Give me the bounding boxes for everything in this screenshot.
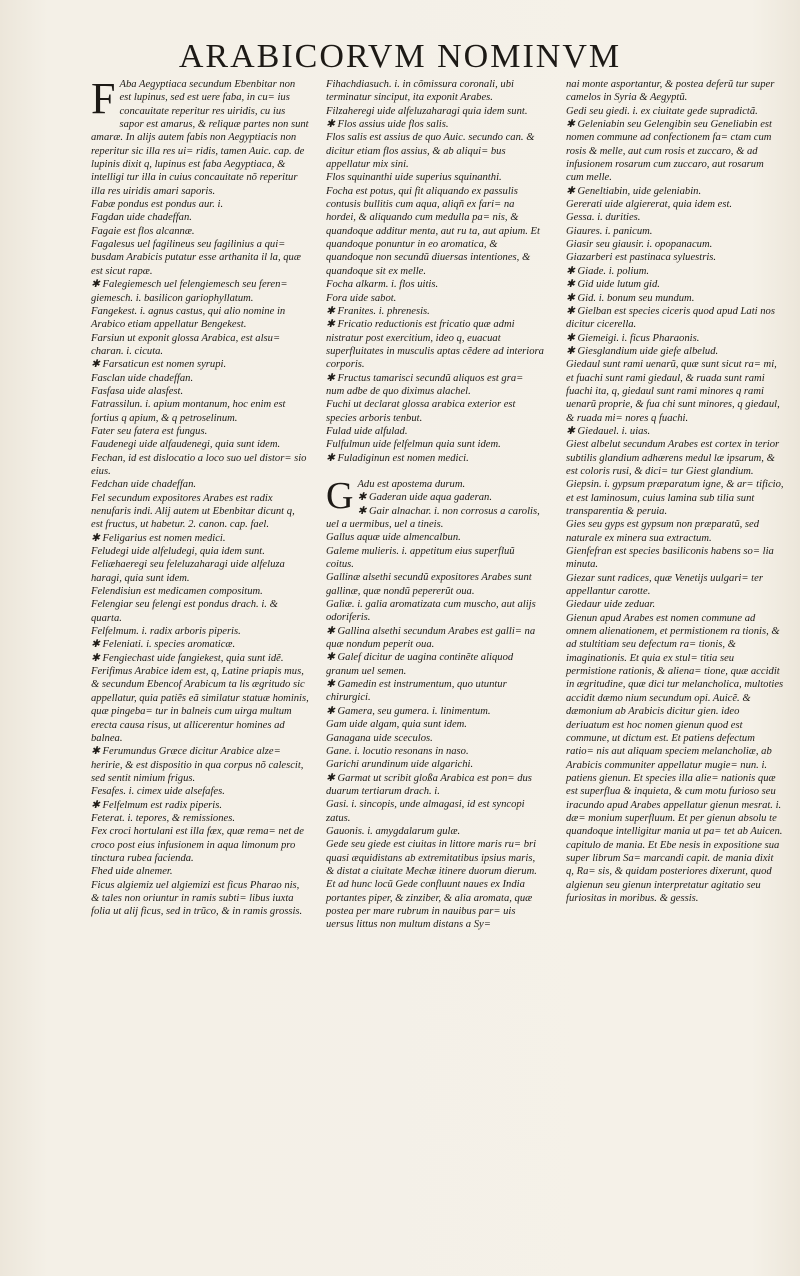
dictionary-entry: Fulad uide alfulad. [326, 425, 408, 437]
dictionary-entry: ✱ Gid. i. bonum seu mundum. [566, 292, 695, 304]
drop-cap-g: G [326, 474, 354, 517]
dictionary-entry: ✱ Gid uide lutum gid. [566, 279, 660, 291]
dictionary-entry: Adu est apostema durum. [357, 478, 466, 490]
dictionary-entry: Galiæ. i. galia aromatizata cum muscho, aut alijs odoriferis. [326, 599, 536, 624]
dictionary-entry: Fabæ pondus est pondus aur. i. [91, 199, 224, 211]
column-2-bottom-entries [326, 474, 544, 932]
dictionary-entry: Fasclan uide chadeffan. [91, 372, 194, 384]
dictionary-entry: Farsiun ut exponit glossa Arabica, est alsu= charan. i. cicuta. [91, 332, 281, 357]
column-2 [326, 78, 544, 932]
dictionary-entry: Giazarberi est pastinaca syluestris. [566, 252, 717, 264]
dictionary-entry: ✱ Gallina alsethi secundum Arabes est galli= na quæ nondum peperit oua. [326, 625, 536, 651]
dictionary-entry: Fatrassilun. i. apium montanum, hoc enim est fortius q apium, & q petroselinum. [91, 399, 286, 424]
dictionary-entry: Flos salis est assius de quo Auic. secundo can. & dicitur etiam flos assius, & ab aliqui= bus appellatur mix sini. [326, 132, 535, 171]
dictionary-entry: Feterat. i. tepores, & remissiones. [91, 812, 235, 824]
dictionary-entry: ✱ Feligarius est nomen medici. [91, 532, 226, 544]
dictionary-entry: Ganagana uide sceculos. [326, 732, 433, 744]
dictionary-entry: Gererati uide algiererat, quia idem est. [566, 199, 733, 211]
dictionary-entry: ✱ Giemeigi. i. ficus Pharaonis. [566, 332, 700, 344]
dictionary-entry: ✱ Flos assius uide flos salis. [326, 119, 449, 131]
dictionary-entry: Ficus algiemiz uel algiemizi est ficus Pharao nis, & tales non oriuntur in ramis subti= libus iuxta folia ut alij ficus, sed in trũco, & in ramis grossis. [91, 879, 303, 918]
dictionary-entry: ✱ Fengiechast uide fangiekest, quia sunt idẽ. [91, 652, 284, 664]
dictionary-entry: Fuchi ut declarat glossa arabica exterior est species arboris tenbut. [326, 399, 516, 424]
column-3 [566, 78, 784, 905]
dictionary-entry: Focha est potus, qui fit aliquando ex passulis contusis bullitis cum aqua, aliqñ ex fari= na hordei, & aliquando cum medulla pa= nis, & quandoque additur menta, aut ru ta, aut apium. Et quandoque ponuntur in eo aromatica, & quandoque non secundũ diuersas intentiones, & quandoque sit ex melle. [326, 185, 540, 277]
dictionary-entry: Ferifimus Arabice idem est, q, Latine priapis mus, & secundum Ebencof Arabicum ta lis ægritudo sic appellatur, quia patiẽs eã similatur statuæ hominis, quæ pingeba= tur in balneis cum uirga multum erecta causa risus, ut allicerentur homines ad balnea. [91, 666, 309, 744]
dictionary-entry: Gede seu giede est ciuitas in littore maris ru= bri quasi æquidistans ab extremitatibus ipsius maris, & distat a ciuitate Mechæ itinere duorum dierum. Et ad hunc locũ Gede confluunt naues ex India portantes piper, & zinziber, & alia aromata, quæ postea per mare rubrum in nauibus par= uis uersus littus non multum distans a Sy= [326, 839, 537, 931]
dictionary-entry: Gasi. i. sincopis, unde almagasi, id est syncopi zatus. [326, 799, 525, 824]
dictionary-entry: ✱ Gamera, seu gumera. i. linimentum. [326, 705, 491, 717]
dictionary-entry: ✱ Gamedin est instrumentum, quo utuntur chirurgici. [326, 679, 507, 704]
dictionary-entry: ✱ Falegiemesch uel felengiemesch seu feren= giemesch. i. basilicon gariophyllatum. [91, 279, 288, 304]
dictionary-entry: ✱ Farsaticun est nomen syrupi. [91, 359, 227, 371]
dictionary-entry: Fedchan uide chadeffan. [91, 479, 197, 491]
dictionary-entry: Flos squinanthi uide superius squinanthi. [326, 172, 502, 184]
dictionary-entry: Gauonis. i. amygdalarum gulæ. [326, 825, 461, 837]
dictionary-entry: nai monte asportantur, & postea deferũ tur super camelos in Syria & Aegyptũ. [566, 79, 775, 104]
drop-cap-f: F [91, 74, 116, 123]
dictionary-entry: ✱ Geleniabin seu Gelengibin seu Geneliabin est nomen commune ad confectionem fa= ctam cum rosis & melle, aut cum rosis et zuccaro, & ad infusionem rosarum cum zuccaro, aut rosarum cum melle. [566, 119, 772, 184]
dictionary-entry: Gies seu gyps est gypsum non præparatũ, sed naturale ex minera sua extractum. [566, 519, 760, 544]
dictionary-entry: ✱ Giade. i. polium. [566, 265, 650, 277]
dictionary-entry: Gedi seu giedi. i. ex ciuitate gede supradictã. [566, 105, 758, 117]
dictionary-entry: Fagdan uide chadeffan. [91, 212, 192, 224]
running-header: ARABICORVM NOMINVM [178, 38, 622, 75]
dictionary-entry: Garichi arundinum uide algarichi. [326, 759, 474, 771]
dictionary-entry: Gam uide algam, quia sunt idem. [326, 719, 467, 731]
dictionary-entry: Fel secundum expositores Arabes est radix nenufaris indi. Alij autem ut Ebenbitar dicunt q, est fructus, ut habetur. 2. canon. cap. fael. [91, 492, 295, 531]
dictionary-entry: ✱ Garmat ut scribit gloßa Arabica est pon= dus duarum tertiarum drach. i. [326, 772, 532, 797]
section-gap [326, 465, 544, 478]
dictionary-entry: Felengiar seu felengi est pondus drach. i. & quarta. [91, 599, 278, 624]
dictionary-entry: Gienun apud Arabes est nomen commune ad omnem alienationem, et permistionem ra tionis, & ad stultitiam seu defectum ra= tionis, & imaginationis. Et quia ex stul= titia seu permistione rationis, & aliena= tione, quæ accidit in ægritudine, quæ dici tur melancholica, multoties accidit dæmo nium secundum opi. Auicẽ. & dæmonium ab Arabicis dicitur gien. ideo deriuatum est hoc nomen gienun quod est commune, ut dictum est. Et patiens defectum ratio= nis aut aliquam speciem melancholiæ, ab Arabicis communiter appellatur mugie= nun. i. patiens gienun. Et species illa alie= nationis quæ est superflua & inquieta, & cum motu furioso seu iracundo apud Arabes appellatur gienun mesrat. i. dæ= monium superfluum. Et per gienun absolu te quandoque intelligitur mania ut pa= tet ab Auicen. capitulo de mania. Et Ebe nesis in expositione sua super librum Sa= marcandi capit. de mania dixit q, Ra= sis, & quidam posteriores dixerunt, quod algienun seu gienun interpretatur agitatio seu furiositas in moribus. & gessis. [566, 612, 784, 904]
dictionary-entry: ✱ Ferumundus Græce dicitur Arabice alze= heririe, & est dispositio in qua corpus nõ calescit, sed sentit nimium frigus. [91, 746, 304, 784]
dictionary-entry: ✱ Fructus tamarisci secundũ aliquos est gra= num adbe de quo diximus alachel. [326, 372, 524, 397]
dictionary-entry: Filzaheregi uide alfeluzaharagi quia idem sunt. [326, 105, 528, 117]
dictionary-entry: Felfelmum. i. radix arboris piperis. [91, 626, 241, 638]
dictionary-entry: ✱ Fricatio reductionis est fricatio quæ admi nistratur post exercitium, ideo q, euacuat superfluitates in musculis aptas cẽdere ad interiora corporis. [326, 319, 544, 371]
dictionary-entry: Gallus aquæ uide almencalbun. [326, 532, 461, 544]
dictionary-entry: ✱ Fuladiginun est nomen medici. [326, 452, 469, 464]
dictionary-entry: Fagaie est flos alcannæ. [91, 225, 195, 237]
dictionary-entry: Fora uide sabot. [326, 292, 397, 304]
dictionary-entry: Giedaul sunt rami uenarũ, quæ sunt sicut ra= mi, et fuachi sunt rami giedaul, & ruada sunt rami fuachi ita, q, giedaul sunt rami minores q rami uenarũ proprie, & fua chi sunt minores, q giedaul, & ruada mi= nores q fuachi. [566, 359, 780, 424]
dictionary-entry: Aba Aegyptiaca secundum Ebenbitar non est lupinus, sed est uere faba, in cu= ius concauitate reperitur res uiridis, cu ius sapor est amarus, & reliquæ partes non sunt amaræ. In alijs autem fabis non Aegyptiacis non reperitur sic illa res ui= ridis, tamen Auic. cap. de lupinis dixit q, lupinus est faba Aegyptiaca, & intelligi tur illa in cuius concauitate nõ reperitur illa res uiridis amari saporis. [91, 79, 309, 197]
dictionary-entry: Fasfasa uide alasfest. [91, 385, 184, 397]
dictionary-entry: Giaures. i. panicum. [566, 225, 653, 237]
dictionary-entry: Fhed uide alnemer. [91, 866, 173, 878]
dictionary-entry: ✱ Gair alnachar. i. non corrosus a carolis, uel a uermibus, uel a tineis. [326, 505, 540, 530]
dictionary-entry: Giezar sunt radices, quæ Venetijs uulgari= ter appellantur carotte. [566, 572, 763, 598]
dictionary-entry: Fihachdiasuch. i. in cõmissura coronali, ubi terminatur sinciput, ita exponit Arabes. [326, 79, 514, 104]
dictionary-entry: Giedaur uide zeduar. [566, 599, 656, 611]
dictionary-entry: ✱ Geneltiabin, uide geleniabin. [566, 185, 702, 197]
dictionary-entry: Galeme mulieris. i. appetitum eius superfluũ coitus. [326, 545, 515, 571]
dictionary-entry: Giest albelut secundum Arabes est cortex in terior subtilis glandium adhærens medul læ ipsarum, & est coloris rusi, & dici= tur Giest glandium. [566, 439, 780, 477]
dictionary-entry: Fechan, id est dislocatio a loco suo uel distor= sio eius. [91, 452, 307, 477]
column-1 [91, 74, 309, 919]
dictionary-entry: Fulfulmun uide felfelmun quia sunt idem. [326, 439, 501, 451]
dictionary-entry: Fagalesus uel fagilineus seu fagilinius a qui= busdam Arabicis putatur esse arthanita il la, quæ est sicut rapæ. [91, 239, 301, 277]
dictionary-entry: Fesafes. i. cimex uide alsefafes. [91, 786, 225, 798]
dictionary-entry: Gallinæ alsethi secundũ expositores Arabes sunt gallinæ, quæ nondũ pepererũt oua. [326, 572, 532, 597]
dictionary-entry: Feludegi uide alfeludegi, quia idem sunt. [91, 546, 265, 558]
dictionary-entry: ✱ Giedauel. i. uias. [566, 425, 651, 437]
dictionary-entry: ✱ Franites. i. phrenesis. [326, 305, 430, 317]
dictionary-entry: Fater seu fatera est fungus. [91, 425, 208, 437]
column-2-top-entries [326, 78, 544, 465]
dictionary-entry: ✱ Giesglandium uide giefe albelud. [566, 345, 719, 357]
dictionary-entry: Gessa. i. durities. [566, 212, 641, 224]
dictionary-entry: ✱ Galef dicitur de uagina continẽte aliquod granum uel semen. [326, 652, 514, 677]
dictionary-entry: Faudenegi uide alfaudenegi, quia sunt idem. [91, 439, 281, 451]
dictionary-entry: Feliæhaeregi seu feleluzaharagi uide alfeluza haragi, quia sunt idem. [91, 559, 285, 584]
dictionary-entry: ✱ Felfelmum est radix piperis. [91, 799, 222, 811]
dictionary-entry: Gane. i. locutio resonans in naso. [326, 745, 469, 757]
dictionary-entry: ✱ Gaderan uide aqua gaderan. [357, 492, 492, 504]
dictionary-entry: Focha alkarm. i. flos uitis. [326, 279, 439, 291]
dictionary-entry: Fex croci hortulani est illa fæx, quæ rema= net de croco post eius infusionem in aqua limonum pro tinctura rubea facienda. [91, 826, 304, 864]
dictionary-entry: Gienfefran est species basiliconis habens so= lia minuta. [566, 546, 774, 571]
dictionary-entry: Giasir seu giausir. i. opopanacum. [566, 239, 713, 251]
dictionary-entry: Felendisiun est medicamen compositum. [91, 586, 263, 598]
dictionary-entry: Giepsin. i. gypsum præparatum igne, & ar= tificio, et est laminosum, cuius lamina sub tilia sunt transparentia & peruia. [566, 479, 784, 517]
dictionary-entry: Fangekest. i. agnus castus, qui alio nomine in Arabico etiam appellatur Bengekest. [91, 305, 286, 331]
dictionary-entry: ✱ Feleniati. i. species aromaticæ. [91, 639, 236, 651]
dictionary-entry: ✱ Gielban est species ciceris quod apud Lati nos dicitur cicerella. [566, 305, 775, 331]
